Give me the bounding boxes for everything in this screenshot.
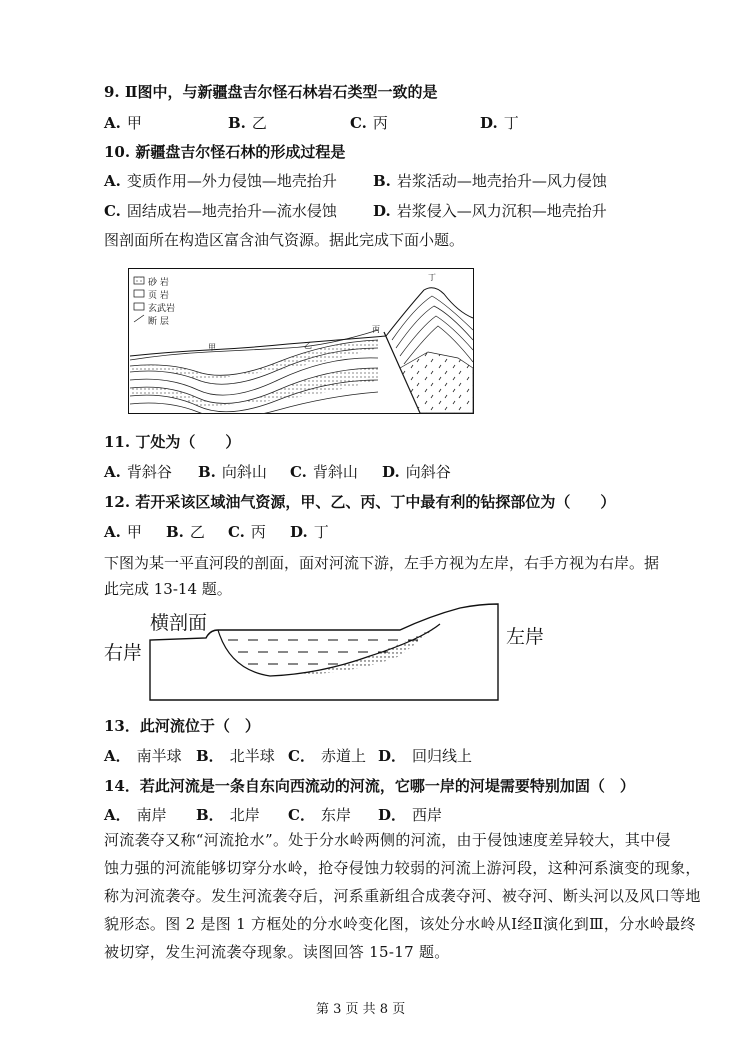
- option-text: 丙: [250, 523, 266, 541]
- passage-line: 被切穿，发生河流袭夺现象。读图回答 15-17 题。: [104, 943, 450, 961]
- option-letter: D.: [480, 114, 498, 132]
- option-letter: D．: [378, 806, 407, 824]
- q9-option-b[interactable]: [228, 113, 267, 133]
- cross-section-drawing: [128, 268, 474, 414]
- point-ding: 丁: [428, 273, 436, 282]
- option-text: 西岸: [412, 806, 443, 824]
- option-letter: B．: [196, 747, 224, 765]
- option-text: 丁: [503, 114, 519, 132]
- option-text: 回归线上: [412, 747, 473, 765]
- passage-line: 貌形态。图 2 是图 1 方框处的分水岭变化图，该处分水岭从Ⅰ经Ⅱ演化到Ⅲ，分水岭最终: [104, 915, 696, 933]
- question-10-stem: 10. 新疆盘吉尔怪石林的形成过程是: [104, 143, 346, 161]
- option-text: 北半球: [229, 747, 275, 765]
- question-14-stem: 14．若此河流是一条自东向西流动的河流，它哪一岸的河堤需要特别加固（ ）: [104, 777, 635, 795]
- option-text: 甲: [126, 114, 142, 132]
- right-bank-label: 右岸: [104, 642, 143, 664]
- option-letter: B．: [196, 806, 224, 824]
- option-letter: D.: [290, 523, 308, 541]
- point-jia: 甲: [208, 343, 216, 352]
- option-letter: C．: [288, 747, 315, 765]
- figure-1-intro: 图剖面所在构造区富含油气资源。据此完成下面小题。: [104, 231, 465, 249]
- option-text: 背斜山: [312, 463, 358, 481]
- q12-option-c[interactable]: [228, 522, 266, 542]
- legend-fault: 断 层: [148, 317, 169, 327]
- option-letter: A.: [104, 172, 121, 190]
- option-letter: D．: [378, 747, 407, 765]
- option-text: 赤道上: [320, 747, 366, 765]
- passage-line: 蚀力强的河流能够切穿分水岭，抢夺侵蚀力较弱的河流上游河段，这种河系演变的现象，: [104, 859, 701, 877]
- q10-option-d[interactable]: [373, 201, 607, 221]
- option-text: 向斜谷: [405, 463, 451, 481]
- option-text: 变质作用—外力侵蚀—地壳抬升: [126, 172, 337, 190]
- option-letter: C.: [228, 523, 245, 541]
- option-text: 乙: [189, 523, 205, 541]
- option-letter: B.: [198, 463, 216, 481]
- q14-option-a[interactable]: [104, 805, 167, 825]
- option-text: 乙: [251, 114, 267, 132]
- point-yi: 乙: [304, 341, 312, 350]
- option-letter: C.: [104, 202, 121, 220]
- option-text: 丙: [372, 114, 388, 132]
- q11-option-d[interactable]: [382, 462, 451, 482]
- point-bing: 丙: [372, 325, 380, 334]
- option-letter: B.: [373, 172, 391, 190]
- legend-basalt: 玄武岩: [148, 304, 176, 314]
- q12-option-b[interactable]: [166, 522, 205, 542]
- q13-option-d[interactable]: [378, 746, 472, 766]
- option-letter: A.: [104, 523, 121, 541]
- q14-option-b[interactable]: [196, 805, 260, 825]
- q10-option-c[interactable]: [104, 201, 337, 221]
- q13-option-c[interactable]: [288, 746, 366, 766]
- passage-line: 称为河流袭夺。发生河流袭夺后，河系重新组合成袭夺河、被夺河、断头河以及风口等地: [104, 887, 701, 905]
- option-text: 甲: [126, 523, 142, 541]
- cross-section-title: 横剖面: [150, 612, 208, 634]
- legend-sandstone: 砂 岩: [148, 278, 169, 288]
- option-letter: A.: [104, 114, 121, 132]
- option-letter: A．: [104, 747, 131, 765]
- option-letter: C.: [350, 114, 367, 132]
- q9-option-a[interactable]: [104, 113, 142, 133]
- question-9-stem: 9. Ⅱ图中，与新疆盘吉尔怪石林岩石类型一致的是: [104, 83, 438, 101]
- option-letter: A.: [104, 463, 121, 481]
- question-11-stem: 11. 丁处为（ ）: [104, 433, 241, 451]
- page-footer: 第 3 页 共 8 页: [316, 1002, 406, 1017]
- option-letter: D.: [373, 202, 391, 220]
- q12-option-d[interactable]: [290, 522, 329, 542]
- geologic-cross-section-figure: [128, 268, 474, 414]
- figure-2-intro-line-2: 此完成 13-14 题。: [104, 580, 232, 598]
- question-12-stem: 12. 若开采该区域油气资源，甲、乙、丙、丁中最有利的钻探部位为（ ）: [104, 493, 616, 511]
- option-letter: C.: [290, 463, 307, 481]
- option-text: 岩浆侵入—风力沉积—地壳抬升: [396, 202, 607, 220]
- option-letter: B.: [166, 523, 184, 541]
- left-bank-label: 左岸: [506, 626, 545, 648]
- option-text: 南岸: [136, 806, 167, 824]
- option-text: 丁: [313, 523, 329, 541]
- option-text: 北岸: [229, 806, 260, 824]
- q14-option-d[interactable]: [378, 805, 442, 825]
- legend-shale: 页 岩: [148, 291, 169, 301]
- option-letter: C．: [288, 806, 315, 824]
- q9-option-d[interactable]: [480, 113, 519, 133]
- option-text: 向斜山: [221, 463, 267, 481]
- river-cross-section-figure: [100, 600, 560, 710]
- option-text: 岩浆活动—地壳抬升—风力侵蚀: [396, 172, 607, 190]
- question-13-stem: 13．此河流位于（ ）: [104, 717, 260, 735]
- q10-option-a[interactable]: [104, 171, 337, 191]
- option-text: 南半球: [136, 747, 182, 765]
- q11-option-a[interactable]: [104, 462, 172, 482]
- q14-option-c[interactable]: [288, 805, 351, 825]
- option-text: 固结成岩—地壳抬升—流水侵蚀: [126, 202, 337, 220]
- option-text: 背斜谷: [126, 463, 172, 481]
- option-letter: D.: [382, 463, 400, 481]
- passage-line: 河流袭夺又称“河流抢水”。处于分水岭两侧的河流，由于侵蚀速度差异较大，其中侵: [104, 831, 671, 849]
- q13-option-b[interactable]: [196, 746, 275, 766]
- q11-option-b[interactable]: [198, 462, 267, 482]
- q11-option-c[interactable]: [290, 462, 358, 482]
- q9-option-c[interactable]: [350, 113, 388, 133]
- river-capture-passage: [104, 826, 701, 966]
- option-letter: B.: [228, 114, 246, 132]
- q10-option-b[interactable]: [373, 171, 607, 191]
- figure-2-intro-line-1: 下图为某一平直河段的剖面，面对河流下游，左手方视为左岸，右手方视为右岸。据: [104, 554, 660, 572]
- q13-option-a[interactable]: [104, 746, 182, 766]
- q12-option-a[interactable]: [104, 522, 142, 542]
- option-letter: A．: [104, 806, 131, 824]
- option-text: 东岸: [320, 806, 351, 824]
